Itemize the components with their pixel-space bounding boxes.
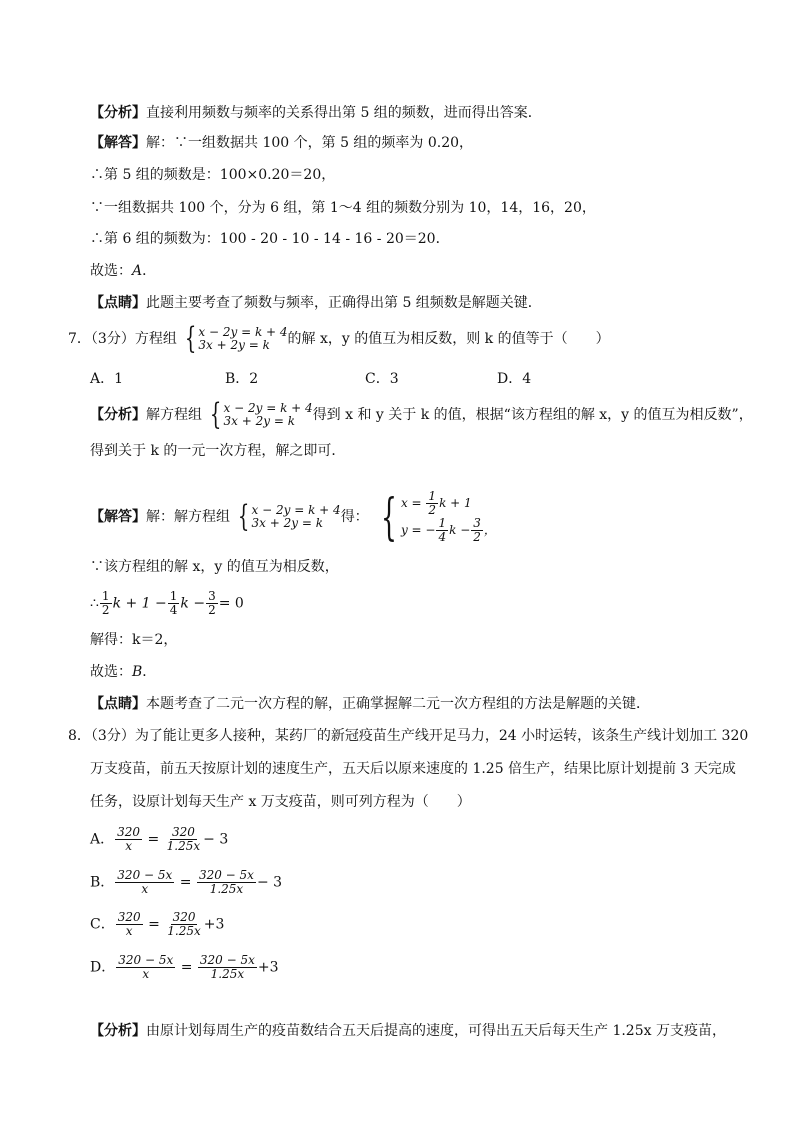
- q8-option-b: B． $\frac{320 - 5x}{x}$ = $\frac{320 - 5x}{1.25x}$ − 3: [90, 868, 283, 896]
- q8-stem-line1: [68, 726, 748, 746]
- answer-text: 解：∵一组数据共 100 个，第 5 组的频率为 0.20，: [146, 135, 474, 151]
- equation-system: [206, 397, 313, 432]
- eq1: x − 2y = k + 4: [198, 325, 288, 339]
- choose-letter: A: [132, 263, 143, 279]
- option-a: A．1: [90, 371, 124, 387]
- q7-analysis-line2: 得到关于 k 的一元一次方程，解之即可．: [90, 443, 346, 459]
- question-number: 8．: [68, 728, 91, 744]
- choose-letter: B: [132, 664, 143, 680]
- p6-comment: [90, 293, 542, 313]
- answer-tag: 【解答】: [90, 135, 146, 151]
- p6-analysis: [90, 103, 542, 123]
- choose-label: 故选：: [90, 664, 132, 680]
- q8-option-d: D． $\frac{320 - 5x}{x}$ = $\frac{320 - 5x}{1.25x}$ +3: [90, 953, 279, 981]
- solution-y: y = − $\frac{1}{4}$ k − $\frac{3}{2}$ ，: [400, 516, 496, 544]
- solution-system: [373, 490, 496, 544]
- question-score: （3分）方程组: [90, 331, 177, 347]
- solution-x: x = $\frac{1}{2}$ k + 1: [400, 489, 472, 517]
- choose-label: 故选：: [90, 263, 132, 279]
- option-b: B．2: [225, 371, 259, 387]
- comment-tag: 【点睛】: [90, 295, 146, 311]
- p6-line4: ∵一组数据共 100 个，分为 6 组，第 1～4 组的频数分别为 10，14，16，20，: [90, 200, 596, 216]
- p6-choose: 故选：A．: [90, 263, 157, 279]
- q7-because: ∵该方程组的解 x，y 的值互为相反数，: [90, 559, 339, 575]
- eq2: 3x + 2y = k: [198, 338, 270, 352]
- q7-equation: ∴ $\frac{1}{2}$ k + 1 − $\frac{1}{4}$ k − $\frac{3}{2}$ = 0: [90, 589, 244, 617]
- equation-system: [181, 321, 288, 356]
- answer-tag: 【解答】: [90, 509, 146, 525]
- answer-mid: 得：: [340, 509, 369, 525]
- analysis-tag: 【分析】: [90, 105, 146, 121]
- question-number: 7．: [68, 331, 91, 347]
- brace-icon: {: [381, 488, 397, 546]
- p6-line3: ∴第 5 组的频数是：100×0.20＝20，: [90, 167, 336, 183]
- analysis-tag: 【分析】: [90, 407, 146, 423]
- option-c: C．3: [365, 371, 399, 387]
- brace-icon: {: [210, 397, 222, 432]
- q7-stem: [68, 321, 610, 356]
- eq2: 3x + 2y = k: [251, 516, 324, 530]
- q7-answer: [90, 490, 496, 544]
- p6-answer: [90, 133, 473, 153]
- comment-tag: 【点睛】: [90, 696, 146, 712]
- eq1: x − 2y = k + 4: [251, 503, 341, 517]
- brace-icon: {: [238, 499, 250, 534]
- q8-analysis: [90, 1021, 726, 1041]
- analysis-tag: 【分析】: [90, 1023, 146, 1039]
- q8-option-c: C． $\frac{320}{x}$ = $\frac{320}{1.25x}$ +3: [90, 910, 225, 938]
- stem-after: 的解 x，y 的值互为相反数，则 k 的值等于（ ）: [287, 331, 610, 347]
- analysis-pre: 解方程组: [146, 407, 202, 423]
- p6-line5: ∴第 6 组的频数为：100 - 20 - 10 - 14 - 16 - 20＝20．: [90, 231, 450, 247]
- q7-comment: [90, 694, 650, 714]
- eq1: x − 2y = k + 4: [223, 401, 313, 415]
- q8-stem-line2: 万支疫苗，前五天按原计划的速度生产，五天后以原来速度的 1.25 倍生产，结果比原计划提前 3 天完成: [90, 761, 736, 777]
- comment-text: 本题考查了二元一次方程的解，正确掌握解二元一次方程组的方法是解题的关键．: [146, 696, 650, 712]
- analysis-text: 直接利用频数与频率的关系得出第 5 组的频数，进而得出答案．: [146, 105, 542, 121]
- q8-option-a: A． $\frac{320}{x}$ = $\frac{320}{1.25x}$ − 3: [90, 825, 229, 853]
- answer-pre: 解：解方程组: [146, 509, 230, 525]
- comment-text: 此题主要考查了频数与频率，正确得出第 5 组频数是解题关键．: [146, 295, 542, 311]
- q7-choose: 故选：B．: [90, 664, 157, 680]
- eq2: 3x + 2y = k: [223, 414, 296, 428]
- q7-solve: 解得：k＝2，: [90, 632, 178, 648]
- q8-stem-line3: 任务，设原计划每天生产 x 万支疫苗，则可列方程为（ ）: [90, 794, 471, 810]
- stem-text: （3分）为了能让更多人接种，某药厂的新冠疫苗生产线开足马力，24 小时运转，该条生产线计划加工 320: [90, 728, 749, 744]
- equation-system: [234, 499, 341, 534]
- brace-icon: {: [185, 321, 197, 356]
- q7-analysis: [90, 397, 753, 432]
- option-d: D．4: [497, 371, 532, 387]
- analysis-post: 得到 x 和 y 关于 k 的值，根据“该方程组的解 x，y 的值互为相反数”，: [312, 407, 753, 423]
- analysis-text: 由原计划每周生产的疫苗数结合五天后提高的速度，可得出五天后每天生产 1.25x 万支疫苗，: [146, 1023, 726, 1039]
